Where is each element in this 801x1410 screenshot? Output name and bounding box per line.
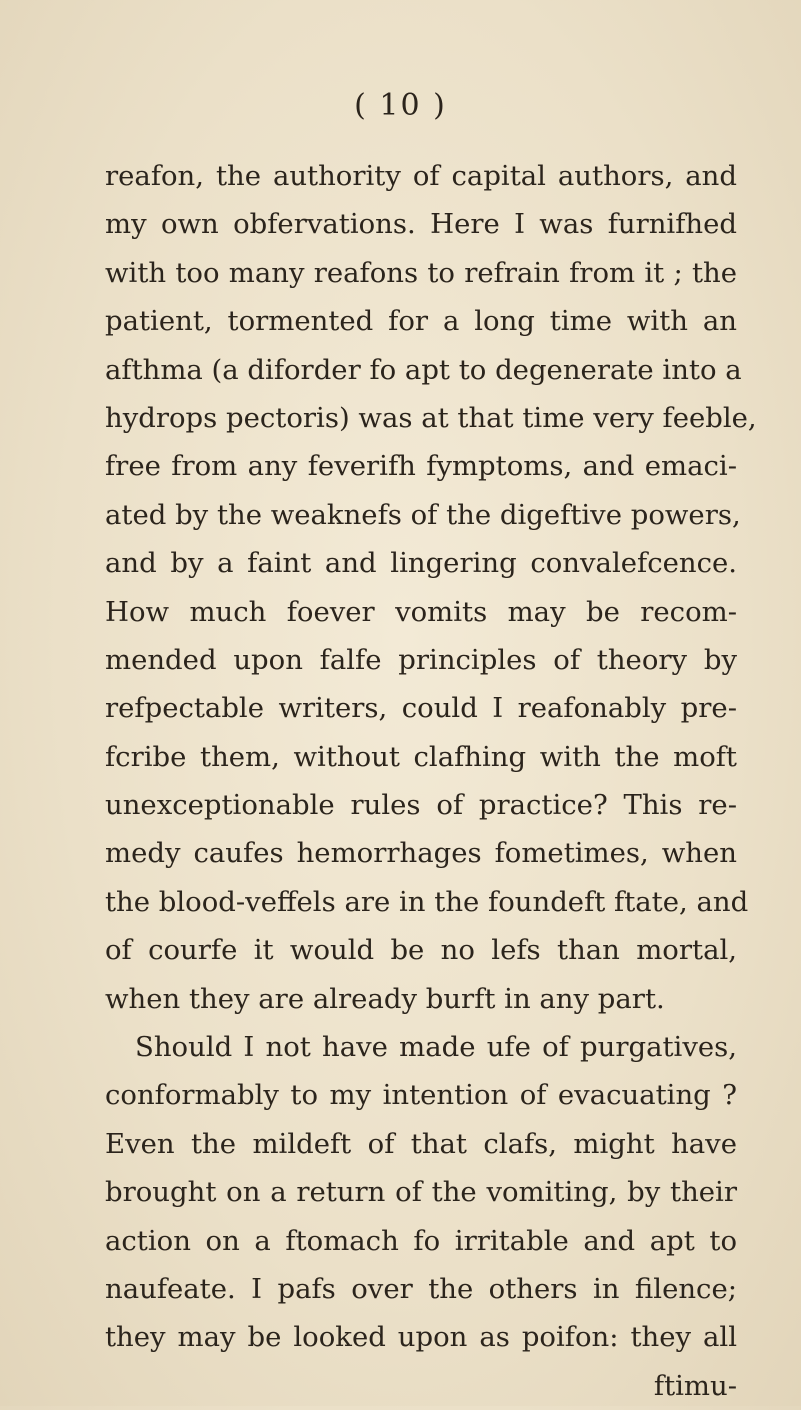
text-line: ated by the weaknefs of the digeftive powers, xyxy=(105,498,741,531)
text-line: hydrops pectoris) was at that time very feeble, xyxy=(105,401,757,434)
text-line: medy caufes hemorrhages fometimes, when xyxy=(105,837,737,870)
text-line: with too many reafons to refrain from it ; the xyxy=(105,256,737,289)
text-line: action on a ftomach fo irritable and apt to xyxy=(105,1224,737,1257)
catchword: ftimu- xyxy=(653,1369,737,1402)
text-line: they may be looked upon as poifon: they all xyxy=(105,1321,737,1354)
text-line: mended upon falfe principles of theory by xyxy=(105,643,737,676)
text-line: unexceptionable rules of practice? This re- xyxy=(105,789,737,822)
text-line: free from any feverifh fymptoms, and emaci- xyxy=(105,450,737,483)
text-line: fcribe them, without clafhing with the moft xyxy=(105,740,737,773)
text-line: Even the mildeft of that clafs, might have xyxy=(105,1127,737,1160)
text-line: and by a faint and lingering convalefcence. xyxy=(105,547,737,580)
text-line: the blood-veffels are in the foundeft ftate, and xyxy=(105,885,749,918)
page-number-header: ( 10 ) xyxy=(354,88,447,123)
text-line: conformably to my intention of evacuating ? xyxy=(105,1079,737,1112)
text-line: refpectable writers, could I reafonably pre- xyxy=(105,692,737,725)
body-text xyxy=(105,152,757,1410)
text-line: brought on a return of the vomiting, by their xyxy=(105,1176,737,1209)
text-line: reafon, the authority of capital authors, and xyxy=(105,160,737,192)
text-line: Should I not have made ufe of purgatives, xyxy=(135,1031,737,1064)
text-line: my own obfervations. Here I was furnifhed xyxy=(105,208,737,241)
text-line: afthma (a diforder fo apt to degenerate into a xyxy=(105,353,742,386)
text-line: when they are already burft in any part. xyxy=(105,982,665,1015)
text-line: of courfe it would be no lefs than mortal, xyxy=(105,934,737,967)
text-line: patient, tormented for a long time with an xyxy=(105,305,737,338)
text-line: naufeate. I pafs over the others in filence; xyxy=(105,1272,737,1305)
text-line: How much foever vomits may be recom- xyxy=(105,595,737,628)
